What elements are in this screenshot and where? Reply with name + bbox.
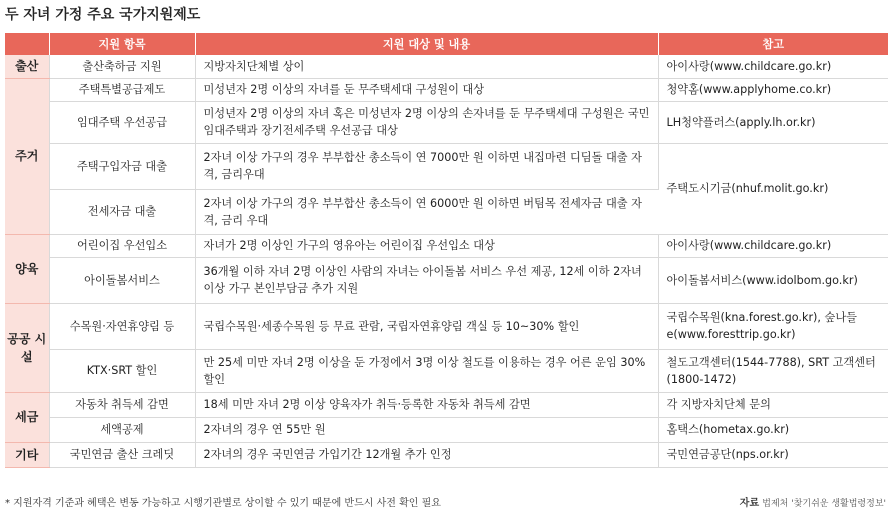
item-cell: 주택특별공급제도	[49, 78, 195, 101]
item-cell: 국민연금 출산 크레딧	[49, 442, 195, 467]
table-row	[5, 234, 888, 257]
item-cell: 아이돌봄서비스	[49, 257, 195, 303]
table-row	[5, 417, 888, 442]
content-cell: 2자녀의 경우 국민연금 가입기간 12개월 추가 인정	[195, 442, 658, 467]
header-ref: 참고	[658, 33, 888, 55]
source-credit	[740, 494, 886, 509]
item-cell: 출산축하금 지원	[49, 55, 195, 78]
footnote: * 지원자격 기준과 혜택은 변동 가능하고 시행기관별로 상이할 수 있기 때문에 반드시 사전 확인 필요	[5, 498, 441, 509]
item-cell: 자동차 취득세 감면	[49, 392, 195, 417]
category-birth: 출산	[5, 55, 49, 78]
table-row	[5, 442, 888, 467]
page-title: 두 자녀 가정 주요 국가지원제도	[5, 7, 201, 23]
item-cell: 세액공제	[49, 417, 195, 442]
table-row	[5, 78, 888, 101]
item-cell: 수목원·자연휴양림 등	[49, 303, 195, 349]
ref-cell: 아이사랑(www.childcare.go.kr)	[658, 234, 888, 257]
item-cell: 임대주택 우선공급	[49, 101, 195, 143]
content-cell: 자녀가 2명 이상인 가구의 영유아는 어린이집 우선입소 대상	[195, 234, 658, 257]
category-housing: 주거	[5, 78, 49, 234]
content-cell: 18세 미만 자녀 2명 이상 양육자가 취득·등록한 자동차 취득세 감면	[195, 392, 658, 417]
content-cell: 2자녀의 경우 연 55만 원	[195, 417, 658, 442]
content-cell: 지방자치단체별 상이	[195, 55, 658, 78]
table-row	[5, 101, 888, 143]
ref-cell: 아이돌봄서비스(www.idolbom.go.kr)	[658, 257, 888, 303]
content-cell: 미성년자 2명 이상의 자녀를 둔 무주택세대 구성원이 대상	[195, 78, 658, 101]
table-row	[5, 257, 888, 303]
source-text: 법제처 '찾기쉬운 생활법령정보'	[762, 499, 886, 509]
category-tax: 세금	[5, 392, 49, 442]
ref-cell: LH청약플러스(apply.lh.or.kr)	[658, 101, 888, 143]
table-row	[5, 303, 888, 349]
source-label: 자료	[739, 498, 760, 509]
ref-cell: 국민연금공단(nps.or.kr)	[658, 442, 888, 467]
ref-cell: 철도고객센터(1544-7788), SRT 고객센터(1800-1472)	[658, 349, 888, 392]
category-etc: 기타	[5, 442, 49, 467]
ref-cell: 주택도시기금(nhuf.molit.go.kr)	[658, 143, 888, 234]
header-item: 지원 항목	[49, 33, 195, 55]
item-cell: 어린이집 우선입소	[49, 234, 195, 257]
table-row	[5, 55, 888, 78]
table-header-row	[5, 33, 888, 55]
content-cell: 2자녀 이상 가구의 경우 부부합산 총소득이 연 6000만 원 이하면 버팀목 전세자금 대출 자격, 금리 우대	[195, 189, 658, 234]
ref-cell: 국립수목원(kna.forest.go.kr), 숲나들e(www.foresttrip.go.kr)	[658, 303, 888, 349]
category-childcare: 양육	[5, 234, 49, 303]
content-cell: 2자녀 이상 가구의 경우 부부합산 총소득이 연 7000만 원 이하면 내집마련 디딤돌 대출 자격, 금리우대	[195, 143, 658, 189]
ref-cell: 아이사랑(www.childcare.go.kr)	[658, 55, 888, 78]
content-cell: 미성년자 2명 이상의 자녀 혹은 미성년자 2명 이상의 손자녀를 둔 무주택세대 구성원은 국민임대주택과 장기전세주택 우선공급 대상	[195, 101, 658, 143]
header-content: 지원 대상 및 내용	[195, 33, 658, 55]
support-table	[5, 33, 888, 468]
ref-cell: 홈택스(hometax.go.kr)	[658, 417, 888, 442]
content-cell: 만 25세 미만 자녀 2명 이상을 둔 가정에서 3명 이상 철도를 이용하는 경우 어른 운임 30% 할인	[195, 349, 658, 392]
ref-cell: 청약홈(www.applyhome.co.kr)	[658, 78, 888, 101]
item-cell: 주택구입자금 대출	[49, 143, 195, 189]
content-cell: 36개월 이하 자녀 2명 이상인 사람의 자녀는 아이돌봄 서비스 우선 제공, 12세 이하 2자녀 이상 가구 본인부담금 추가 지원	[195, 257, 658, 303]
table-row	[5, 392, 888, 417]
table-row	[5, 143, 888, 189]
item-cell: 전세자금 대출	[49, 189, 195, 234]
content-cell: 국립수목원·세종수목원 등 무료 관람, 국립자연휴양림 객실 등 10~30% 할인	[195, 303, 658, 349]
header-category	[5, 33, 49, 55]
table-row	[5, 349, 888, 392]
item-cell: KTX·SRT 할인	[49, 349, 195, 392]
category-public-facilities: 공공 시설	[5, 303, 49, 392]
ref-cell: 각 지방자치단체 문의	[658, 392, 888, 417]
